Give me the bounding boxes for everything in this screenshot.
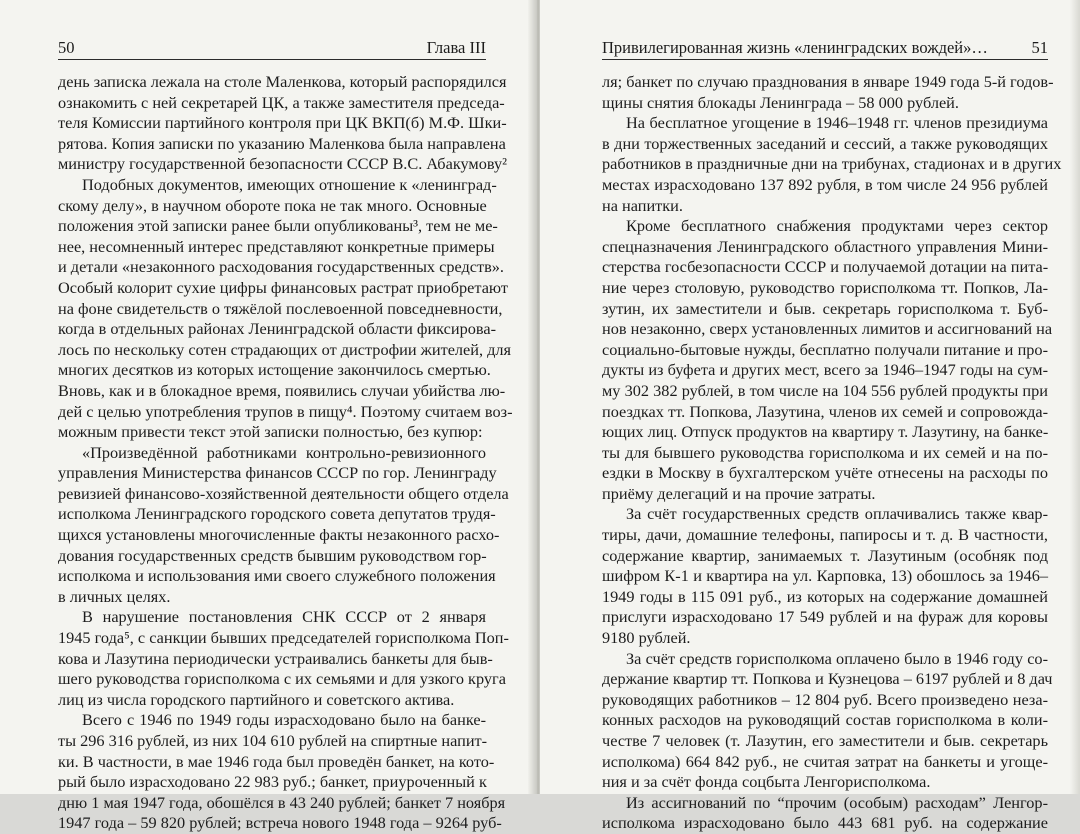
- text-line: 9180 рублей.: [602, 628, 691, 648]
- text-line: конных расходов на руководящий состав горисполкома в коли-: [602, 710, 1048, 730]
- text-line: стерства госбезопасности СССР и получаемой дотации на пита-: [602, 257, 1049, 277]
- text-line: управления Министерства финансов СССР по гор. Ленинграду: [58, 463, 497, 483]
- text-line: Кроме бесплатного снабжения продуктами через сектор: [626, 216, 1048, 236]
- text-line: ты для бывшего руководства горисполкома и их семей и на по-: [602, 442, 1048, 462]
- left-running-header: [58, 34, 486, 60]
- text-line: Вновь, как и в блокадное время, появились случаи убийства лю-: [58, 380, 506, 400]
- text-line: 1947 года – 59 820 рублей; встреча нового 1948 года – 9264 руб-: [58, 813, 502, 833]
- right-body-text: [602, 72, 1062, 834]
- text-line: нее, несомненный интерес представляют конкретные примеры: [58, 236, 495, 256]
- text-line: исполкома и использования ими своего служебного положения: [58, 566, 496, 586]
- text-line: зутин, их заместители и быв. секретарь горисполкома т. Буб-: [602, 298, 1048, 318]
- left-body-text: [58, 72, 513, 834]
- text-line: работников в праздничные дни на трибунах, стадионах и в других: [602, 154, 1062, 174]
- text-line: шего руководства горисполкома с их семьями и для узкого круга: [58, 669, 506, 689]
- text-line: дей с целью употребления трупов в пищу⁴. Поэтому считаем воз-: [58, 401, 513, 421]
- right-running-header: [602, 34, 1048, 60]
- text-line: дования государственных средств бывшим руководством гор-: [58, 545, 487, 565]
- text-line: день записка лежала на столе Маленкова, который распорядился: [58, 72, 507, 91]
- text-line: щины снятия блокады Ленинграда – 58 000 рублей.: [602, 92, 959, 112]
- text-line: ездки в Москву в бухгалтерском учёте отнесены на расходы по: [602, 463, 1048, 483]
- text-line: скому делу», в научном обороте пока не так много. Основные: [58, 195, 487, 215]
- page-edge-shadow: [1070, 0, 1080, 794]
- text-line: шифром К-1 и квартира на ул. Карповка, 13) обошлось за 1946–: [602, 566, 1048, 586]
- text-line: на напитки.: [602, 195, 683, 215]
- text-line: спецназначения Ленинградского областного управления Мини-: [602, 236, 1048, 256]
- text-line: дукты из буфета и других мест, всего за 1946–1947 годы на сум-: [602, 360, 1048, 380]
- left-chapter-title: Глава III: [426, 38, 486, 57]
- text-line: многих десятков из которых истощение закончилось смертью.: [58, 360, 491, 380]
- text-line: на фоне свидетельств о тяжёлой послевоенной повседневности,: [58, 298, 503, 318]
- text-line: когда в отдельных районах Ленинградской области фиксирова-: [58, 319, 497, 339]
- text-line: кова и Лазутина периодически устраивались банкеты для быв-: [58, 648, 493, 668]
- left-page: [0, 0, 536, 833]
- text-line: приёму делегаций и на прочие затраты.: [602, 483, 876, 503]
- text-line: дню 1 мая 1947 года, обошёлся в 43 240 рублей; банкет 7 ноября: [58, 792, 506, 812]
- text-line: Всего с 1946 по 1949 годы израсходовано было на банке-: [82, 710, 486, 730]
- text-line: содержание квартир, занимаемых т. Лазутиным (особняк под: [602, 545, 1048, 565]
- text-line: честве 7 человек (т. Лазутин, его заместители и быв. секретарь: [602, 731, 1048, 750]
- text-line: держание квартир тт. Попкова и Кузнецова – 6197 рублей и 8 дач: [602, 669, 1053, 689]
- text-line: 1949 годы в 115 091 руб., из которых на содержание домашней: [602, 586, 1048, 606]
- text-line: Особый колорит сухие цифры финансовых растрат приобретают: [58, 277, 508, 297]
- right-page: [540, 0, 1080, 833]
- text-line: и детали «незаконного расходования государственных средств».: [58, 257, 505, 277]
- text-line: исполкома израсходовано было 443 681 руб. на содержание: [602, 813, 1048, 833]
- text-line: За счёт государственных средств оплачивались также квар-: [626, 504, 1048, 524]
- right-chapter-title: Привилегированная жизнь «ленинградских вождей»…: [602, 38, 988, 57]
- text-line: прислуги израсходовано 17 549 рублей и на фураж для коровы: [602, 607, 1048, 627]
- text-line: руководящих работников – 12 804 руб. Всего произведено неза-: [602, 689, 1048, 709]
- text-line: Подобных документов, имеющих отношение к «ленинград-: [82, 174, 497, 194]
- text-line: теля Комиссии партийного контроля при ЦК ВКП(б) М.Ф. Шки-: [58, 113, 507, 133]
- text-line: тиры, дачи, домашние телефоны, папиросы и т. д. В частности,: [602, 525, 1048, 545]
- text-line: рятова. Копия записки по указанию Маленкова была направлена: [58, 133, 506, 153]
- text-line: лось по нескольку сотен страдающих от дистрофии жителей, для: [58, 339, 512, 359]
- text-line: ние через столовую, руководство горисполкома тт. Попков, Ла-: [602, 277, 1048, 297]
- text-line: На бесплатное угощение в 1946–1948 гг. членов президиума: [626, 113, 1048, 133]
- text-line: ки. В частности, в мае 1946 года был проведён банкет, на кото-: [58, 751, 495, 771]
- text-line: щихся установлены многочисленные факты незаконного расхо-: [58, 525, 500, 545]
- left-page-number: 50: [58, 38, 75, 57]
- text-line: 1945 года⁵, с санкции бывших председателей горисполкома Поп-: [58, 628, 509, 648]
- text-line: За счёт средств горисполкома оплачено было в 1946 году со-: [626, 648, 1048, 668]
- text-line: ля; банкет по случаю празднования в январе 1949 года 5-й годов-: [602, 72, 1054, 91]
- text-line: положения этой записки ранее были опубликованы³, тем не ме-: [58, 216, 498, 236]
- text-line: му 302 382 рублей, в том числе на 104 556 рублей продукты при: [602, 380, 1048, 400]
- right-page-number: 51: [1031, 38, 1048, 57]
- text-line: можным привести текст этой записки полностью, без купюр:: [58, 422, 483, 442]
- text-line: рый было израсходовано 22 983 руб.; банкет, приуроченный к: [58, 772, 487, 792]
- text-line: ты 296 316 рублей, из них 104 610 рублей на спиртные напит-: [58, 731, 488, 750]
- text-line: Из ассигнований по “прочим (особым) расходам” Ленгор-: [626, 792, 1048, 812]
- text-line: министру государственной безопасности СССР В.С. Абакумову²: [58, 154, 508, 174]
- text-line: ния и за счёт фонда соцбыта Ленгорисполкома.: [602, 772, 931, 792]
- text-line: в личных целях.: [58, 586, 171, 606]
- text-line: исполкома) 664 842 руб., не считая затрат на банкеты и угоще-: [602, 751, 1048, 771]
- text-line: местах израсходовано 137 892 рубля, в том числе 24 956 рублей: [602, 174, 1048, 194]
- text-line: «Произведённой работниками контрольно-ревизионного: [82, 442, 486, 462]
- text-line: ющих лиц. Отпуск продуктов на квартиру т. Лазутину, на банке-: [602, 422, 1049, 442]
- text-line: ревизией финансово-хозяйственной деятельности общего отдела: [58, 483, 509, 503]
- text-line: исполкома Ленинградского городского совета депутатов трудя-: [58, 504, 496, 524]
- text-line: нов незаконно, сверх установленных лимитов и ассигнований на: [602, 319, 1053, 339]
- text-line: В нарушение постановления СНК СССР от 2 января: [82, 607, 486, 627]
- text-line: поездках тт. Попкова, Лазутина, членов их семей и сопровожда-: [602, 401, 1048, 421]
- text-line: ознакомить с ней секретарей ЦК, а также заместителя председа-: [58, 92, 505, 112]
- text-line: в дни торжественных заседаний и сессий, а также руководящих: [602, 133, 1048, 153]
- text-line: лиц из числа городского партийного и советского актива.: [58, 689, 455, 709]
- text-line: социально-бытовые нужды, бесплатно получали питание и про-: [602, 339, 1048, 359]
